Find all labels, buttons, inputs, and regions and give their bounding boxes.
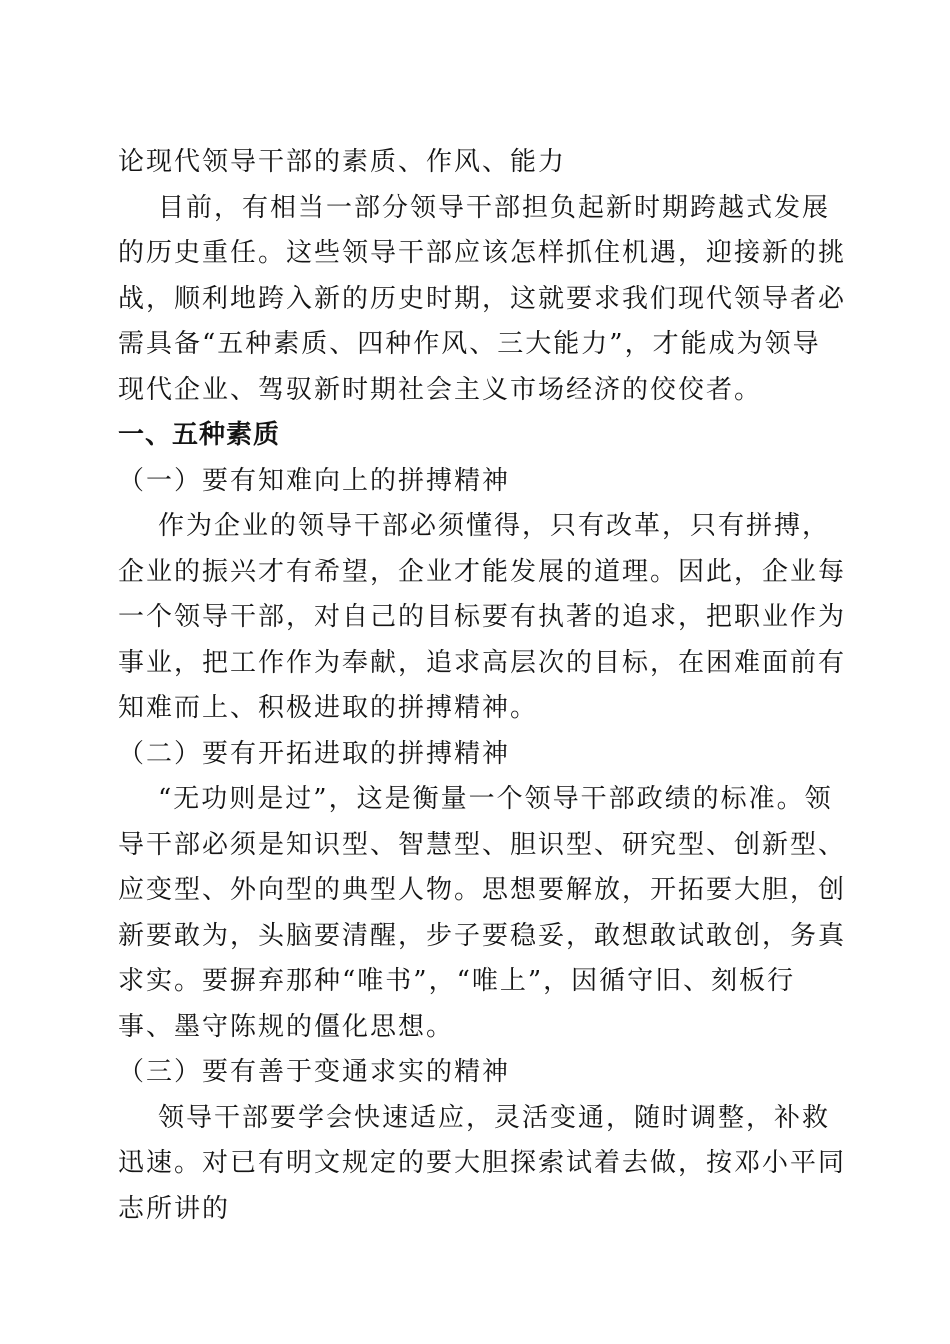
intro-paragraph: 目前，有相当一部分领导干部担负起新时期跨越式发展的历史重任。这些领导干部应该怎样抓住机遇，迎接新的挑战，顺利地跨入新的历史时期，这就要求我们现代领导者必需具备“五种素质、四种作风、三大能力”，才能成为领导现代企业、驾驭新时期社会主义市场经济的佼佼者。 [118,192,847,405]
subsection-heading-2: （二）要有开拓进取的拼搏精神 [118,738,511,769]
section-heading: 一、五种素质 [118,420,281,450]
subsection-paragraph-1: 作为企业的领导干部必须懂得，只有改革，只有拼搏，企业的振兴才有希望，企业才能发展的道理。因此，企业每一个领导干部，对自己的目标要有执著的追求，把职业作为事业，把工作作为奉献，追求高层次的目标，在困难面前有知难而上、积极进取的拼搏精神。 [118,511,847,723]
document-title: 论现代领导干部的素质、作风、能力 [118,147,567,177]
subsection-heading-3: （三）要有善于变通求实的精神 [118,1057,511,1087]
subsection-heading-1: （一）要有知难向上的拼搏精神 [118,465,511,496]
subsection-paragraph-3: 领导干部要学会快速适应，灵活变通，随时调整，补救迅速。对已有明文规定的要大胆探索试着去做，按邓小平同志所讲的 [118,1102,847,1224]
subsection-paragraph-2: “无功则是过”，这是衡量一个领导干部政绩的标准。领导干部必须是知识型、智慧型、胆识型、研究型、创新型、应变型、外向型的典型人物。思想要解放，开拓要大胆，创新要敢为，头脑要清醒，步子要稳妥，敢想敢试敢创，务真求实。要摒弃那种“唯书”，“唯上”，因循守旧、刻板行事、墨守陈规的僵化思想。 [118,784,847,1042]
document-body [118,140,848,1232]
